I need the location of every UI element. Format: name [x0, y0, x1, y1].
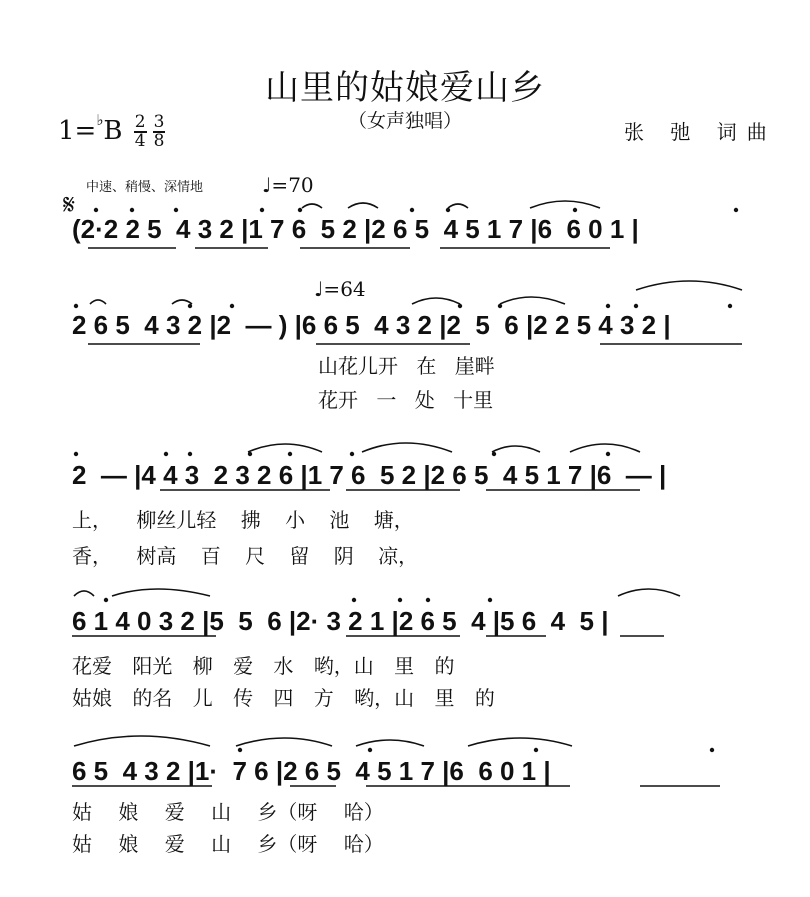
- notation-row-5: 6 5 4 3 2 |1· 7 6 |2 6 5 4 5 1 7 |6 6 0 1 |: [72, 756, 551, 786]
- notation-row-2: 2 6 5 4 3 2 |2 — ) |6 6 5 4 3 2 |2 5 6 |2 2 5 4 3 2 |: [72, 310, 671, 340]
- lyrics-row-5-verse-1: 姑 娘 爱 山 乡（呀 哈）: [72, 800, 384, 824]
- song-subtitle: （女声独唱）: [347, 110, 462, 132]
- expression-marking: 中速、稍慢、深情地: [86, 180, 204, 195]
- tempo-marking-2: ♩=64: [314, 277, 366, 301]
- lyrics-row-3-verse-2: 香， 树高 百 尺 留 阴 凉，: [72, 544, 419, 568]
- notation-row-1: (2·2 2 5 4 3 2 |1 7 6 5 2 |2 6 5 4 5 1 7 |6 6 0 1 |: [72, 214, 639, 244]
- notation-row-4: 6 1 4 0 3 2 |5 5 6 |2· 3 2 1 |2 6 5 4 |5 6 4 5 |: [72, 606, 609, 636]
- notation-row-3: 2 — |4 4 3 2 3 2 6 |1 7 6 5 2 |2 6 5 4 5 1 7 |6 — |: [72, 460, 667, 490]
- time1-numerator: 2: [134, 112, 146, 132]
- authors: 张 弛 词曲: [624, 120, 777, 144]
- time2-denominator: 8: [153, 131, 165, 151]
- song-title: 山里的姑娘爱山乡: [265, 68, 545, 108]
- lyrics-row-3-verse-1: 上， 柳丝儿轻 拂 小 池 塘，: [72, 508, 414, 532]
- time2-numerator: 3: [153, 112, 165, 132]
- lyrics-row-4-verse-2: 姑娘 的名 儿 传 四 方 哟，山 里 的: [72, 686, 495, 710]
- lyrics-row-2-verse-1: 山花儿开 在 崖畔: [318, 354, 495, 378]
- segno-icon: 𝄋: [63, 188, 76, 221]
- tempo-marking-1: ♩=70: [262, 173, 314, 197]
- time1-denominator: 4: [134, 131, 146, 151]
- lyrics-row-5-verse-2: 姑 娘 爱 山 乡（呀 哈）: [72, 832, 384, 856]
- lyrics-row-2-verse-2: 花开 一 处 十里: [318, 388, 494, 412]
- lyrics-row-4-verse-1: 花爱 阳光 柳 爱 水 哟，山 里 的: [72, 654, 455, 678]
- key-note: B: [103, 116, 123, 146]
- key-prefix: 1=: [58, 116, 97, 146]
- flat-symbol: ♭: [96, 111, 104, 129]
